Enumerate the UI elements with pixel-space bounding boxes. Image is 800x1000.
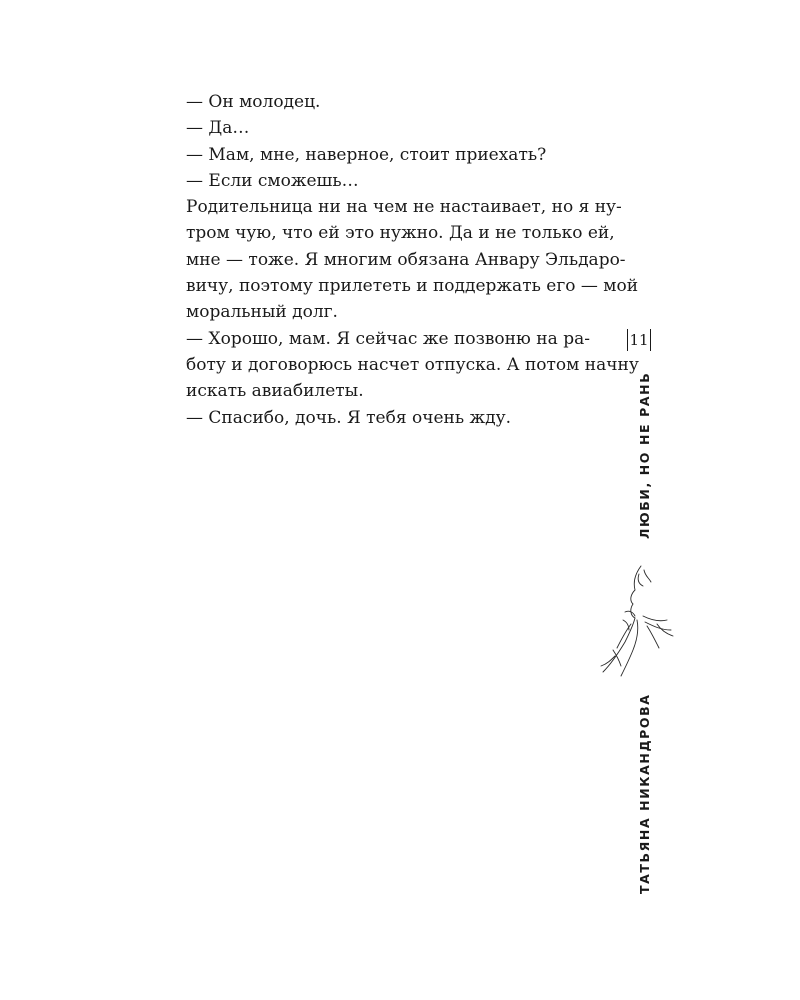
paragraph-line: Родительница ни на чем не настаивает, но я ну-	[186, 197, 622, 218]
paragraph-line: мне — тоже. Я многим обязана Анвару Эльдаро-	[186, 249, 626, 270]
dialog-line: — Если сможешь…	[186, 170, 359, 191]
running-author-name: ТАТЬЯНА НИКАНДРОВА	[637, 693, 652, 894]
dialog-line: — Мам, мне, наверное, стоит приехать?	[186, 144, 547, 165]
running-book-title: ЛЮБИ, НО НЕ РАНЬ	[637, 371, 652, 539]
paragraph-line: — Хорошо, мам. Я сейчас же позвоню на ра-	[186, 328, 590, 349]
paragraph-line: искать авиабилеты.	[186, 381, 364, 402]
dialog-line: — Он молодец.	[186, 92, 321, 112]
page-number: 11	[627, 329, 651, 351]
paragraph-line: моральный долг.	[186, 302, 338, 323]
paragraph-line: вичу, поэтому прилететь и поддержать его — мой	[186, 276, 639, 297]
dialog-line: — Спасибо, дочь. Я тебя очень жду.	[186, 407, 512, 428]
dialog-line: — Да…	[186, 118, 250, 139]
line-sketch-illustration	[595, 560, 680, 680]
paragraph	[186, 194, 639, 325]
paragraph-line: боту и договорюсь насчет отпуска. А потом начну	[186, 354, 639, 375]
paragraph-line: тром чую, что ей это нужно. Да и не только ей,	[186, 223, 615, 244]
